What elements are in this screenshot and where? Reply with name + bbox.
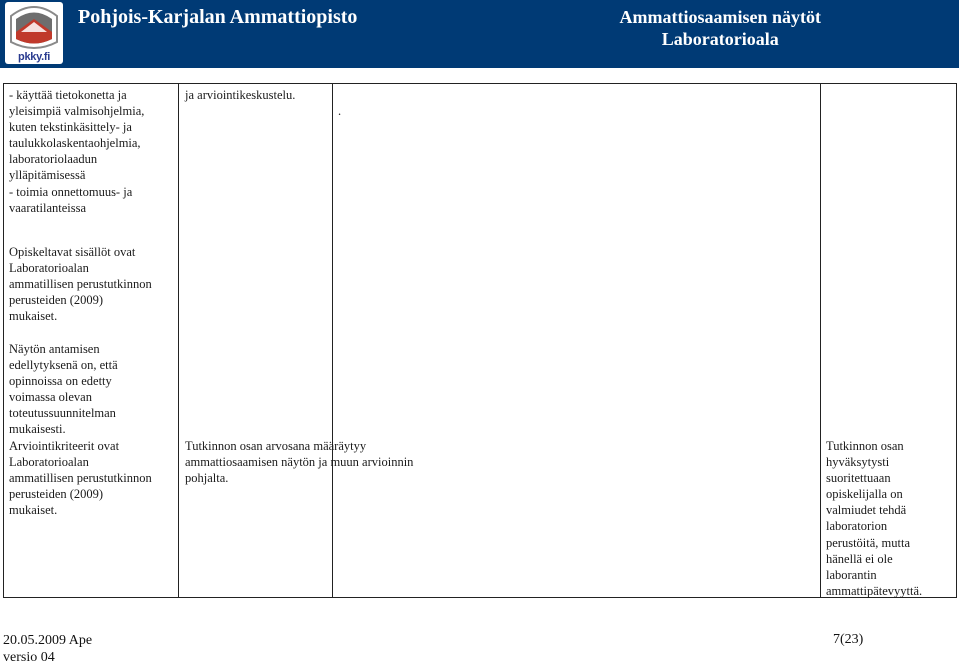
document-subtitle: Laboratorioala xyxy=(661,29,779,49)
table-cell-marker: . xyxy=(338,104,342,118)
school-logo xyxy=(5,2,63,64)
page-footer-info xyxy=(3,632,92,665)
table-cell-grading: Tutkinnon osan arvosana määräytyy ammattiosaamisen näytön ja muun arvioinnin pohjalta. xyxy=(185,439,414,486)
table-cell-criteria: Näytön antamisen edellytyksenä on, että opinnoissa on edetty voimassa olevan toteutussuunnitelman mukaisesti. Arviointikriteerit ovat Laboratorioalan ammatillisen perustutkinnon perusteiden (2009) mukaiset. xyxy=(9,342,152,517)
table-cell-contents: Opiskeltavat sisällöt ovat Laboratorioalan ammatillisen perustutkinnon perusteiden (2009) mukaiset. xyxy=(9,245,152,324)
table-cell-skills: - käyttää tietokonetta ja yleisimpiä valmisohjelmia, kuten tekstinkäsittely- ja taulukkolaskentaohjelmia, laboratoriolaadun ylläpitämisessä - toimia onnettomuus- ja vaaratilanteissa xyxy=(9,88,145,215)
page-header xyxy=(0,0,959,68)
table-cell-method: ja arviointikeskustelu. xyxy=(185,88,296,102)
document-title-block xyxy=(620,6,821,50)
assessment-table xyxy=(3,83,957,598)
table-column-divider xyxy=(820,84,821,597)
table-column-divider xyxy=(332,84,333,597)
table-column-divider xyxy=(178,84,179,597)
document-title: Ammattiosaamisen näytöt xyxy=(619,7,821,27)
page-number: 7(23) xyxy=(833,632,864,647)
footer-date: 20.05.2009 Ape xyxy=(3,633,93,648)
table-cell-outcome: Tutkinnon osan hyväksytysti suoritettuaan opiskelijalla on valmiudet tehdä laboratorion perustöitä, mutta hänellä ei ole laborantin ammattipätevyyttä. xyxy=(826,439,923,598)
organization-name: Pohjois-Karjalan Ammattiopisto xyxy=(78,6,358,28)
logo-text: pkky.fi xyxy=(18,51,50,63)
footer-version: versio 04 xyxy=(3,650,55,665)
logo-emblem-icon xyxy=(5,2,63,52)
